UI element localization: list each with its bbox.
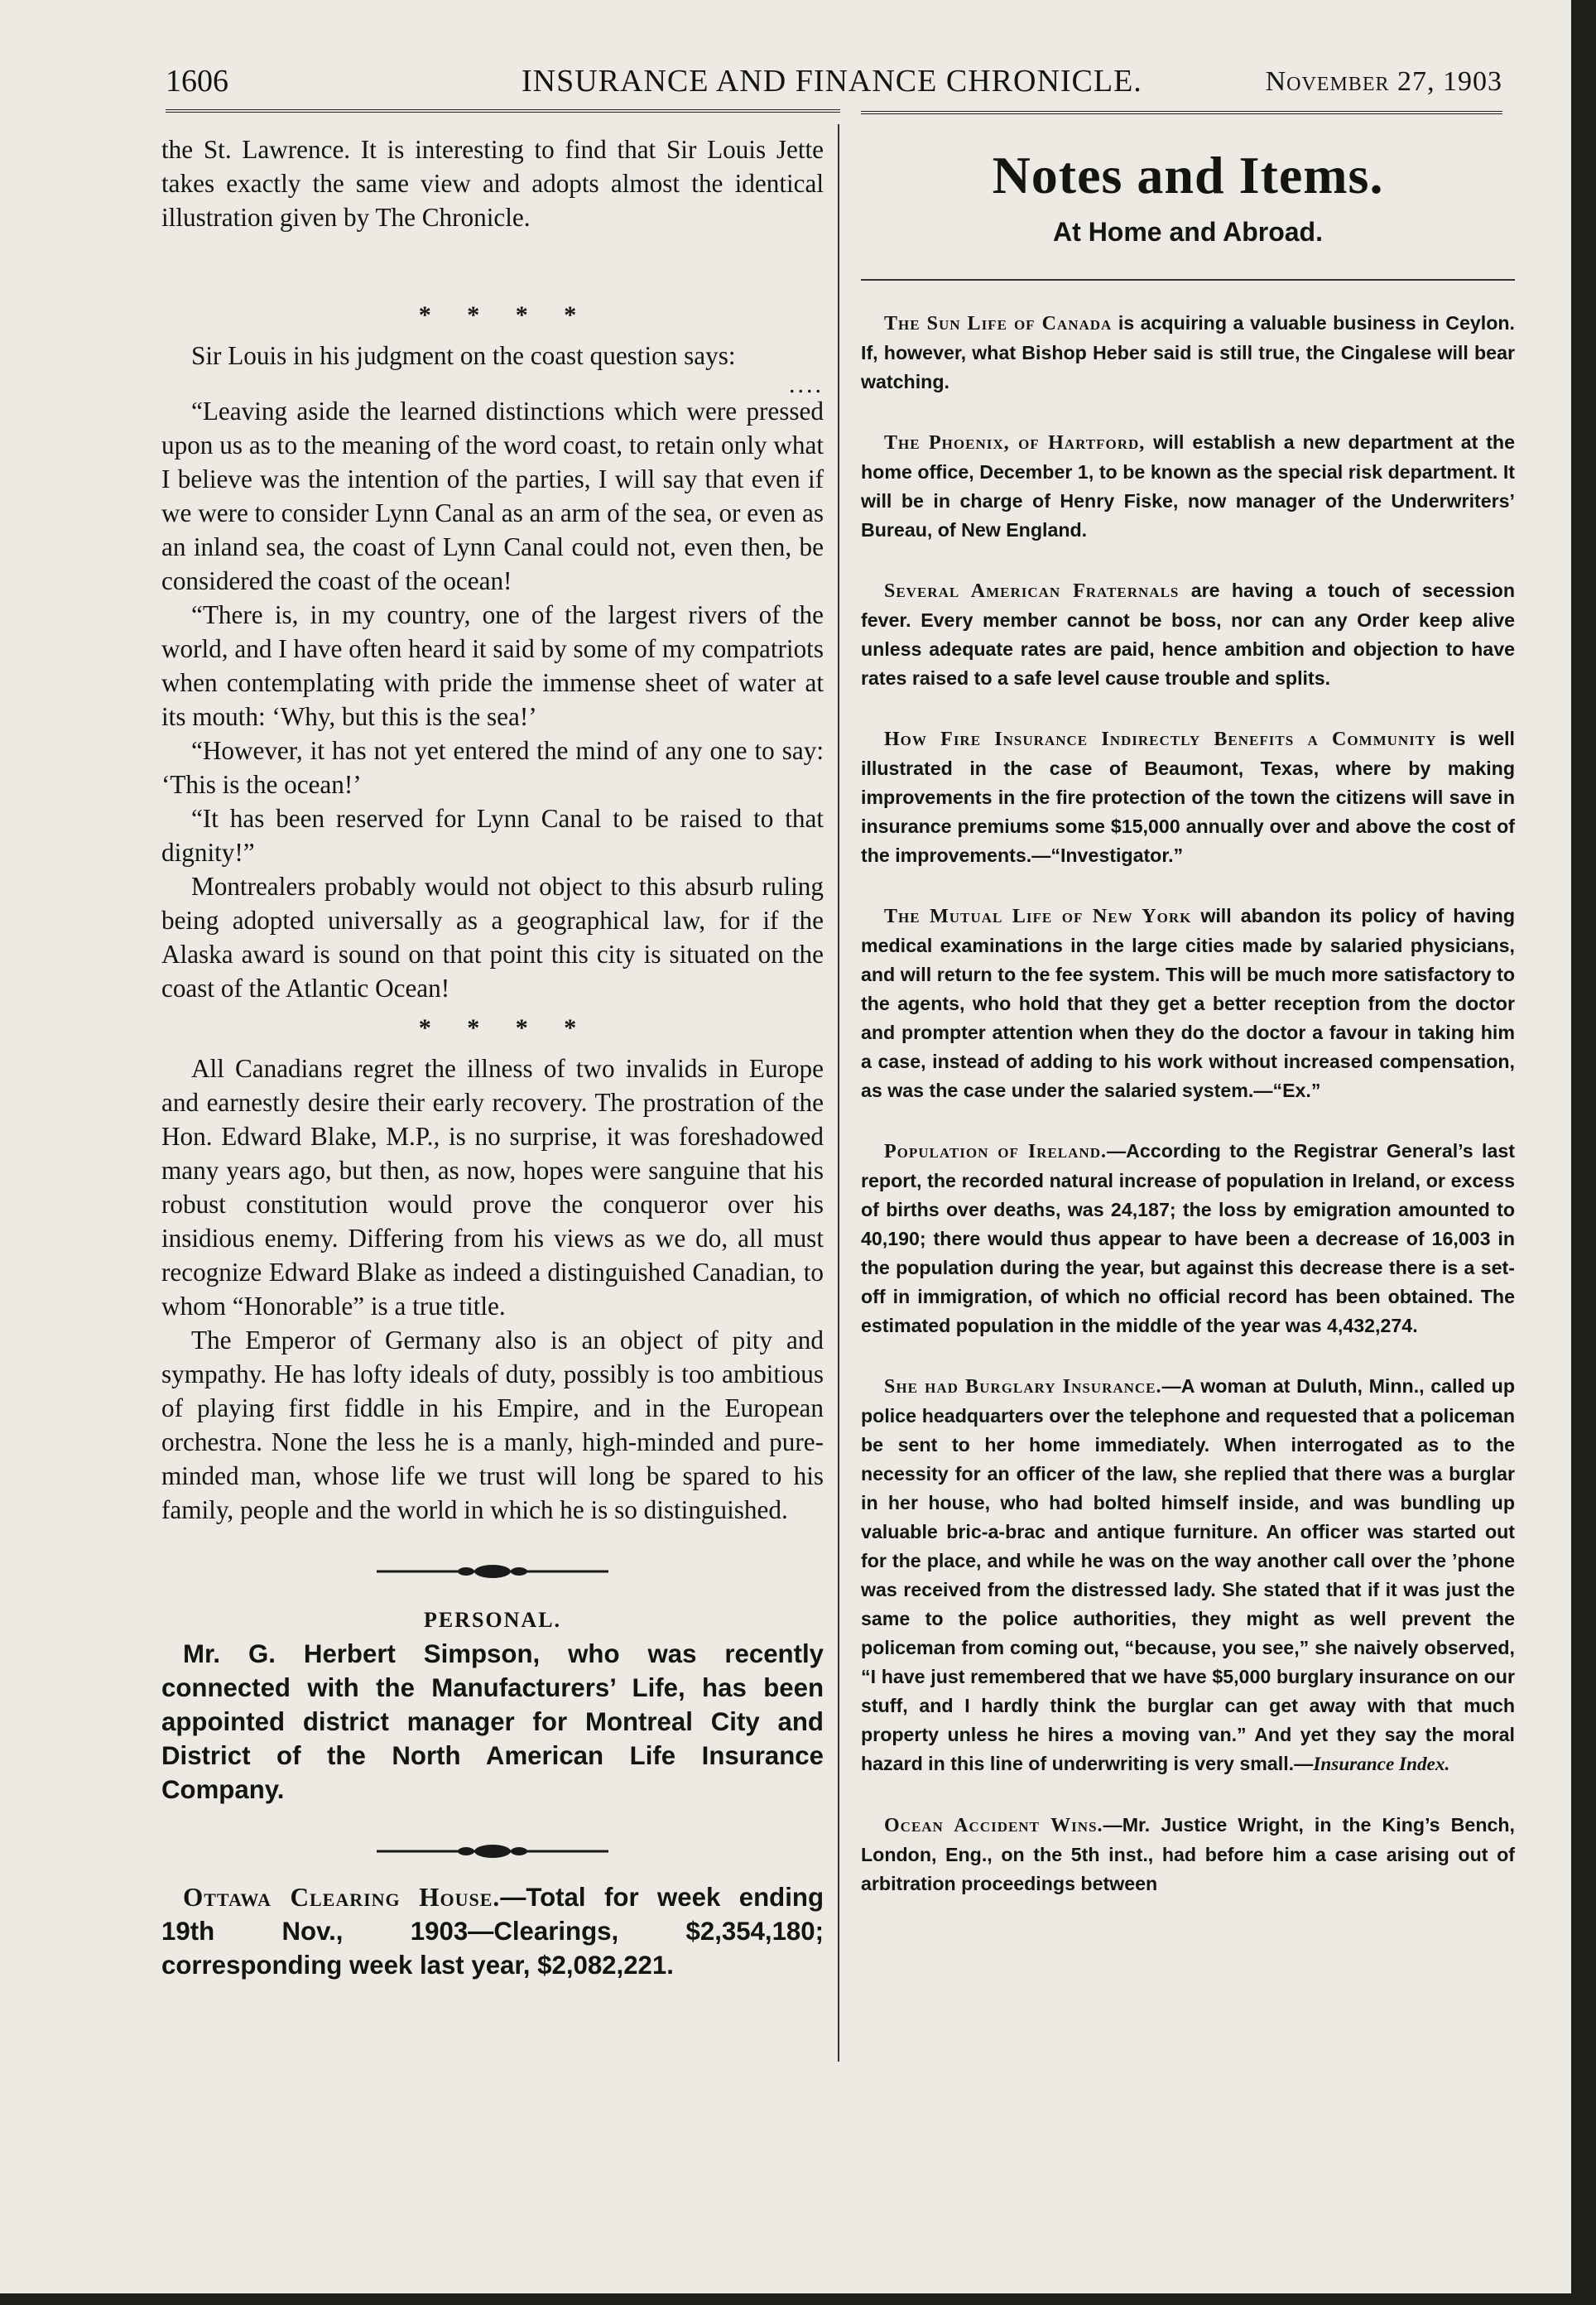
note-item bbox=[861, 428, 1515, 545]
note-text: will establish a new department at the home office, December 1, to be known as the special risk department. It will be in charge of Henry Fiske, now manager of the Underwriters’ Bureau, of New England. bbox=[861, 431, 1515, 541]
ottawa-lead: Ottawa Clearing House. bbox=[183, 1883, 501, 1912]
note-lead: The Sun Life of Canada bbox=[884, 313, 1113, 334]
subtitle-rule bbox=[861, 279, 1515, 281]
paragraph: the St. Lawrence. It is interesting to find that Sir Louis Jette takes exactly the same view and adopts almost the identical illustration given by The Chronicle. bbox=[161, 135, 824, 232]
note-text: will abandon its policy of having medical examinations in the large cities made by salaried physicians, and will return to the fee system. This will be much more satisfactory to the agents, who hold that they get a better reception from the doctor and prompter attention when they do the doctor a favour in taking him a case, instead of adding to his work without increased compensation, as was the case under the salaried system.—“Ex.” bbox=[861, 905, 1515, 1101]
left-column bbox=[161, 132, 824, 1982]
quote-paragraph: “However, it has not yet entered the mind of any one to say: ‘This is the ocean!’ bbox=[161, 736, 824, 799]
note-item bbox=[861, 1811, 1515, 1898]
note-text: is acquiring a valuable business in Ceylon. If, however, what Bishop Heber said is still true, the Cingalese will bear watching. bbox=[861, 312, 1515, 392]
personal-text: Mr. G. Herbert Simpson, who was recently connected with the Manufacturers’ Life, has been appointed district manager for Montreal City and District of the North American Life Insurance Company. bbox=[161, 1639, 824, 1804]
note-text: are having a touch of secession fever. Every member cannot be boss, nor can any Order keep alive unless adequate rates are paid, hence ambition and objection to have rates raised to a safe level cause trouble and splits. bbox=[861, 580, 1515, 689]
note-item bbox=[861, 724, 1515, 870]
paragraph: The Emperor of Germany also is an object of pity and sympathy. He has lofty ideals of duty, possibly is too ambitious of playing first fiddle in his Empire, and in the European orchestra. None the less he is a manly, high-minded and pure-minded man, whose life we trust will long be spared to his family, people and the world in which he is so distinguished. bbox=[161, 1326, 824, 1524]
personal-heading: PERSONAL. bbox=[423, 1608, 562, 1632]
section-stars: * * * * bbox=[418, 1014, 592, 1042]
scan-edge-bottom bbox=[0, 2293, 1596, 2305]
note-lead: How Fire Insurance Indirectly Benefits a Community bbox=[884, 729, 1437, 750]
scan-edge-right bbox=[1571, 0, 1596, 2305]
paragraph: Montrealers probably would not object to this absurb ruling being adopted universally as a geographical law, for if the Alaska award is sound on that point this city is situated on the coast of the Atlantic Ocean! bbox=[161, 872, 824, 1003]
page-number: 1606 bbox=[166, 64, 228, 99]
notes-title: Notes and Items. bbox=[992, 146, 1384, 205]
issue-date: November 27, 1903 bbox=[1265, 66, 1502, 97]
note-lead: The Mutual Life of New York bbox=[884, 906, 1192, 927]
column-divider bbox=[838, 124, 839, 2062]
quote-paragraph: “There is, in my country, one of the largest rivers of the world, and I have often heard it said by some of my compatriots when contemplating with pride the immense sheet of water at its mouth: ‘Why, but this is the sea!’ bbox=[161, 600, 824, 731]
note-item bbox=[861, 1137, 1515, 1340]
note-lead: Ocean Accident Wins. bbox=[884, 1815, 1103, 1836]
note-text: —A woman at Duluth, Minn., called up police headquarters over the telephone and requested that a policeman be sent to her home immediately. When interrogated as to the necessity for an officer of the law, she replied that there was a burglar in her house, who had bolted himself inside, and was bundling up valuable bric-a-brac and antique furniture. An officer was started out for the place, and while he was on the way another call over the ’phone was received from the distressed lady. She stated that if it was just the same to the police authorities, they might as well prevent the policeman from coming out, “because, you see,” she naively observed, “I have just remembered that we have $5,000 burglary insurance on our stuff, and I hardly think the burglar can get away with that much property unless he hires a moving van.” And yet they say the moral hazard in this line of underwriting is very small.— bbox=[861, 1375, 1515, 1774]
header-rule-right bbox=[861, 111, 1502, 114]
ottawa-clearing-house-item bbox=[161, 1880, 824, 1982]
ornamental-divider bbox=[161, 1547, 824, 1596]
note-lead: She had Burglary Insurance. bbox=[884, 1376, 1162, 1398]
note-text: —According to the Registrar General’s last report, the recorded natural increase of population in Ireland, or excess of births over deaths, was 24,187; the loss by emigration amounted to 40,190; there would thus appear to have been a decrease of 16,003 in the population during the year, but against this decrease there is a set-off in immigration, of which no official record has been obtained. The estimated population in the middle of the year was 4,432,274. bbox=[861, 1140, 1515, 1336]
journal-title: INSURANCE AND FINANCE CHRONICLE. bbox=[522, 64, 1142, 99]
paragraph: All Canadians regret the illness of two invalids in Europe and earnestly desire their early recovery. The prostration of the Hon. Edward Blake, M.P., is no surprise, it was foreshadowed many years ago, but then, as now, hopes were sanguine that his robust constitution would prove the conqueror over his insidious enemy. Differing from his views as we do, all must recognize Edward Blake as indeed a distinguished Canadian, to whom “Honorable” is a true title. bbox=[161, 1054, 824, 1321]
note-text: —Mr. Justice Wright, in the King’s Bench, London, Eng., on the 5th inst., had before him a case arising out of arbitration proceedings between bbox=[861, 1814, 1515, 1894]
quote-paragraph: “Leaving aside the learned distinctions which were pressed upon us as to the meaning of the word coast, to retain only what I believe was the intention of the parties, I will say that even if we were to consider Lynn Canal as an arm of the sea, or even as an inland sea, the coast of Lynn Canal could not, even then, be considered the coast of the ocean! bbox=[161, 397, 824, 595]
quote-paragraph: “It has been reserved for Lynn Canal to be raised to that dignity!” bbox=[161, 804, 824, 867]
notes-subtitle: At Home and Abroad. bbox=[1053, 217, 1323, 247]
note-item bbox=[861, 1372, 1515, 1779]
note-text: is well illustrated in the case of Beaumont, Texas, where by making improvements in the fire protection of the town the citizens will save in insurance premiums some $15,000 annually over and above the cost of the improvements.—“Investigator.” bbox=[861, 728, 1515, 866]
note-item bbox=[861, 309, 1515, 397]
note-lead: Several American Fraternals bbox=[884, 580, 1180, 602]
page-header bbox=[166, 60, 1502, 106]
note-lead: The Phoenix, of Hartford, bbox=[884, 432, 1146, 454]
right-column bbox=[861, 145, 1515, 1930]
paragraph: Sir Louis in his judgment on the coast question says: bbox=[191, 341, 736, 370]
section-stars: * * * * bbox=[418, 301, 592, 329]
ottawa-text: —Total for week ending 19th Nov., 1903—Clearings, $2,354,180; corresponding week last year, $2,082,221. bbox=[161, 1883, 824, 1980]
note-item bbox=[861, 576, 1515, 693]
note-item bbox=[861, 902, 1515, 1105]
note-lead: Population of Ireland. bbox=[884, 1141, 1107, 1162]
note-source: Insurance Index. bbox=[1313, 1754, 1450, 1775]
header-rule-left bbox=[166, 109, 840, 113]
ellipsis: .... bbox=[789, 371, 824, 398]
ornamental-divider bbox=[161, 1826, 824, 1876]
